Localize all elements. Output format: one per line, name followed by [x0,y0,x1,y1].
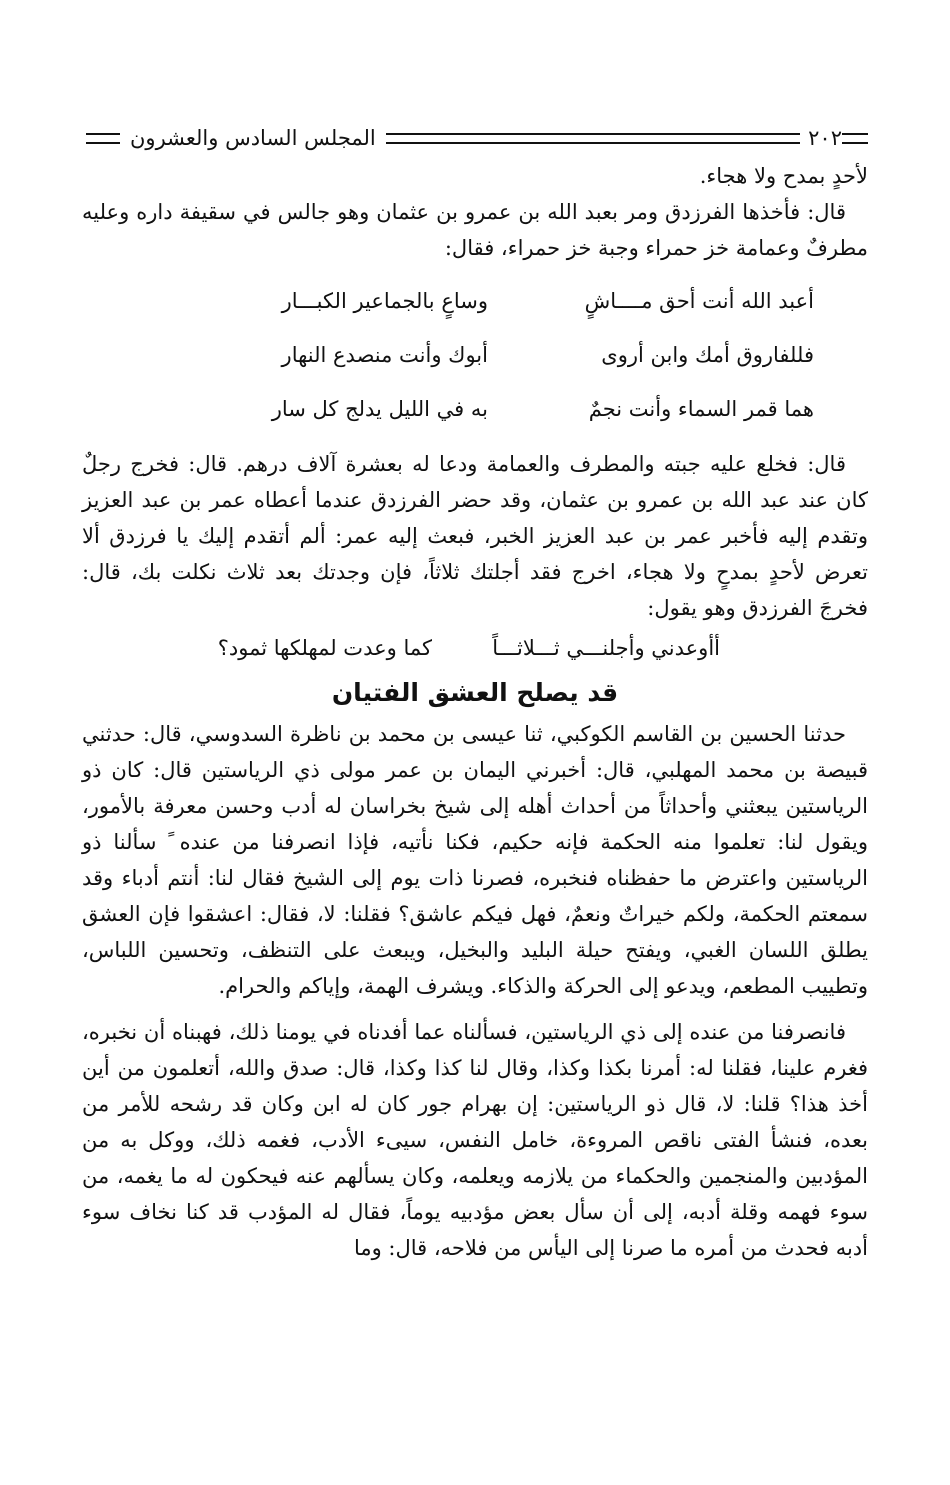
page-number: ٢٠٢ [808,126,842,150]
verse-line [82,274,868,328]
verse-line [82,328,868,382]
running-header [82,118,868,158]
section-title: قد يصلح العشق الفتيان [331,678,619,707]
verse-second-hemistich: به في الليل يدلج كل سار [271,397,488,421]
verse-first-hemistich: أأوعدني وأجلنـــي ثـــلاثـــاً [492,636,720,660]
book-page [82,118,868,1266]
poem [82,274,868,436]
paragraph: حدثنا الحسين بن القاسم الكوكبي، ثنا عيسى بن محمد بن ناظرة السدوسي، قال: حدثني قبيصة بن محمد المهلبي، قال: أخبرني اليمان بن عمر مولى ذي الرياستين قال: كان ذو الرياستين يبعثني وأحداثاً من أحداث أهله إلى شيخ بخراسان له أدب وحسن معرفة بالأمور، ويقول لنا: تعلموا منه الحكمة فإنه حكيم، فكنا نأتيه، فإذا انصرفنا من عنده ً سألنا ذو الرياستين واعترض ما حفظناه فنخبره، فصرنا ذات يوم إلى الشيخ فقال لنا: أنتم أدباء وقد سمعتم الحكمة، ولكم خيراتٌ ونعمٌ، فهل فيكم عاشق؟ فقلنا: لا، فقال: اعشقوا فإن العشق يطلق اللسان الغبي، ويفتح حيلة البليد والبخيل، ويبعث على التنظف، وتحسين اللباس، وتطييب المطعم، ويدعو إلى الحركة والذكاء. ويشرف الهمة، وإياكم والحرام. [82,722,868,998]
paragraph: قال: فأخذها الفرزدق ومر بعبد الله بن عمرو بن عثمان وهو جالس في سقيفة داره وعليه مطرفٌ وعمامة خز حمراء وجبة خز حمراء، فقال: [82,200,868,260]
paragraph: فانصرفنا من عنده إلى ذي الرياستين، فسألناه عما أفدناه في يومنا ذلك، فهبناه أن نخبره، فغرم علينا، فقلنا له: أمرنا بكذا وكذا، وقال لنا كذا وكذا، قال: صدق والله، أتعلمون من أين أخذ هذا؟ قلنا: لا، قال ذو الرياستين: إن بهرام جور كان له ابن وكان قد رشحه للأمر من بعده، فنشأ الفتى ناقص المروءة، خامل النفس، سيىء الأدب، فغمه ذلك، ووكل به من المؤدبين والمنجمين والحكماء من يلازمه ويعلمه، وكان يسألهم عنه فيحكون له ما يغمه، من سوء فهمه وقلة أدبه، إلى أن سأل بعض مؤدبيه يوماً، فقال له المؤدب قد كنا نخاف سوء أدبه فحدث من أمره ما صرنا إلى اليأس من فلاحه، قال: وما [82,1020,868,1260]
paragraph: لأحدٍ بمدح ولا هجاء. [699,164,868,188]
verse-line [82,626,868,670]
paragraph-spacer [82,1004,868,1014]
verse-first-hemistich: فللفاروق أمك وابن أروى [601,343,814,367]
running-title: المجلس السادس والعشرون [130,126,376,150]
header-rule-middle [386,133,800,144]
paragraph: قال: فخلع عليه جبته والمطرف والعمامة ودعا له بعشرة آلاف درهم. قال: فخرج رجلٌ كان عند عبد الله بن عمرو بن عثمان، وقد حضر الفرزدق عندما أعطاه عمر بن عبد العزيز وتقدم إليه فأخبر عمر بن عبد العزيز الخبر، فبعث إليه عمر: ألم أتقدم إليك يا فرزدق ألا تعرض لأحدٍ بمدحٍ ولا هجاء، اخرج فقد أجلتك ثلاثاً، فإن وجدتك بعد ثلاث نكلت بك، قال: فخرجَ الفرزدق وهو يقول: [82,452,868,620]
verse-first-hemistich: هما قمر السماء وأنت نجمٌ [588,397,814,421]
verse-second-hemistich: كما وعدت لمهلكها ثمود؟ [217,636,432,660]
verse-line [82,382,868,436]
header-rule-end [86,133,120,144]
header-rule-start [842,133,868,144]
verse-second-hemistich: أبوك وأنت منصدع النهار [281,343,488,367]
verse-second-hemistich: وساعٍ بالجماعير الكبـــار [281,289,488,313]
verse-first-hemistich: أعبد الله أنت أحق مــــاشٍ [584,289,814,313]
